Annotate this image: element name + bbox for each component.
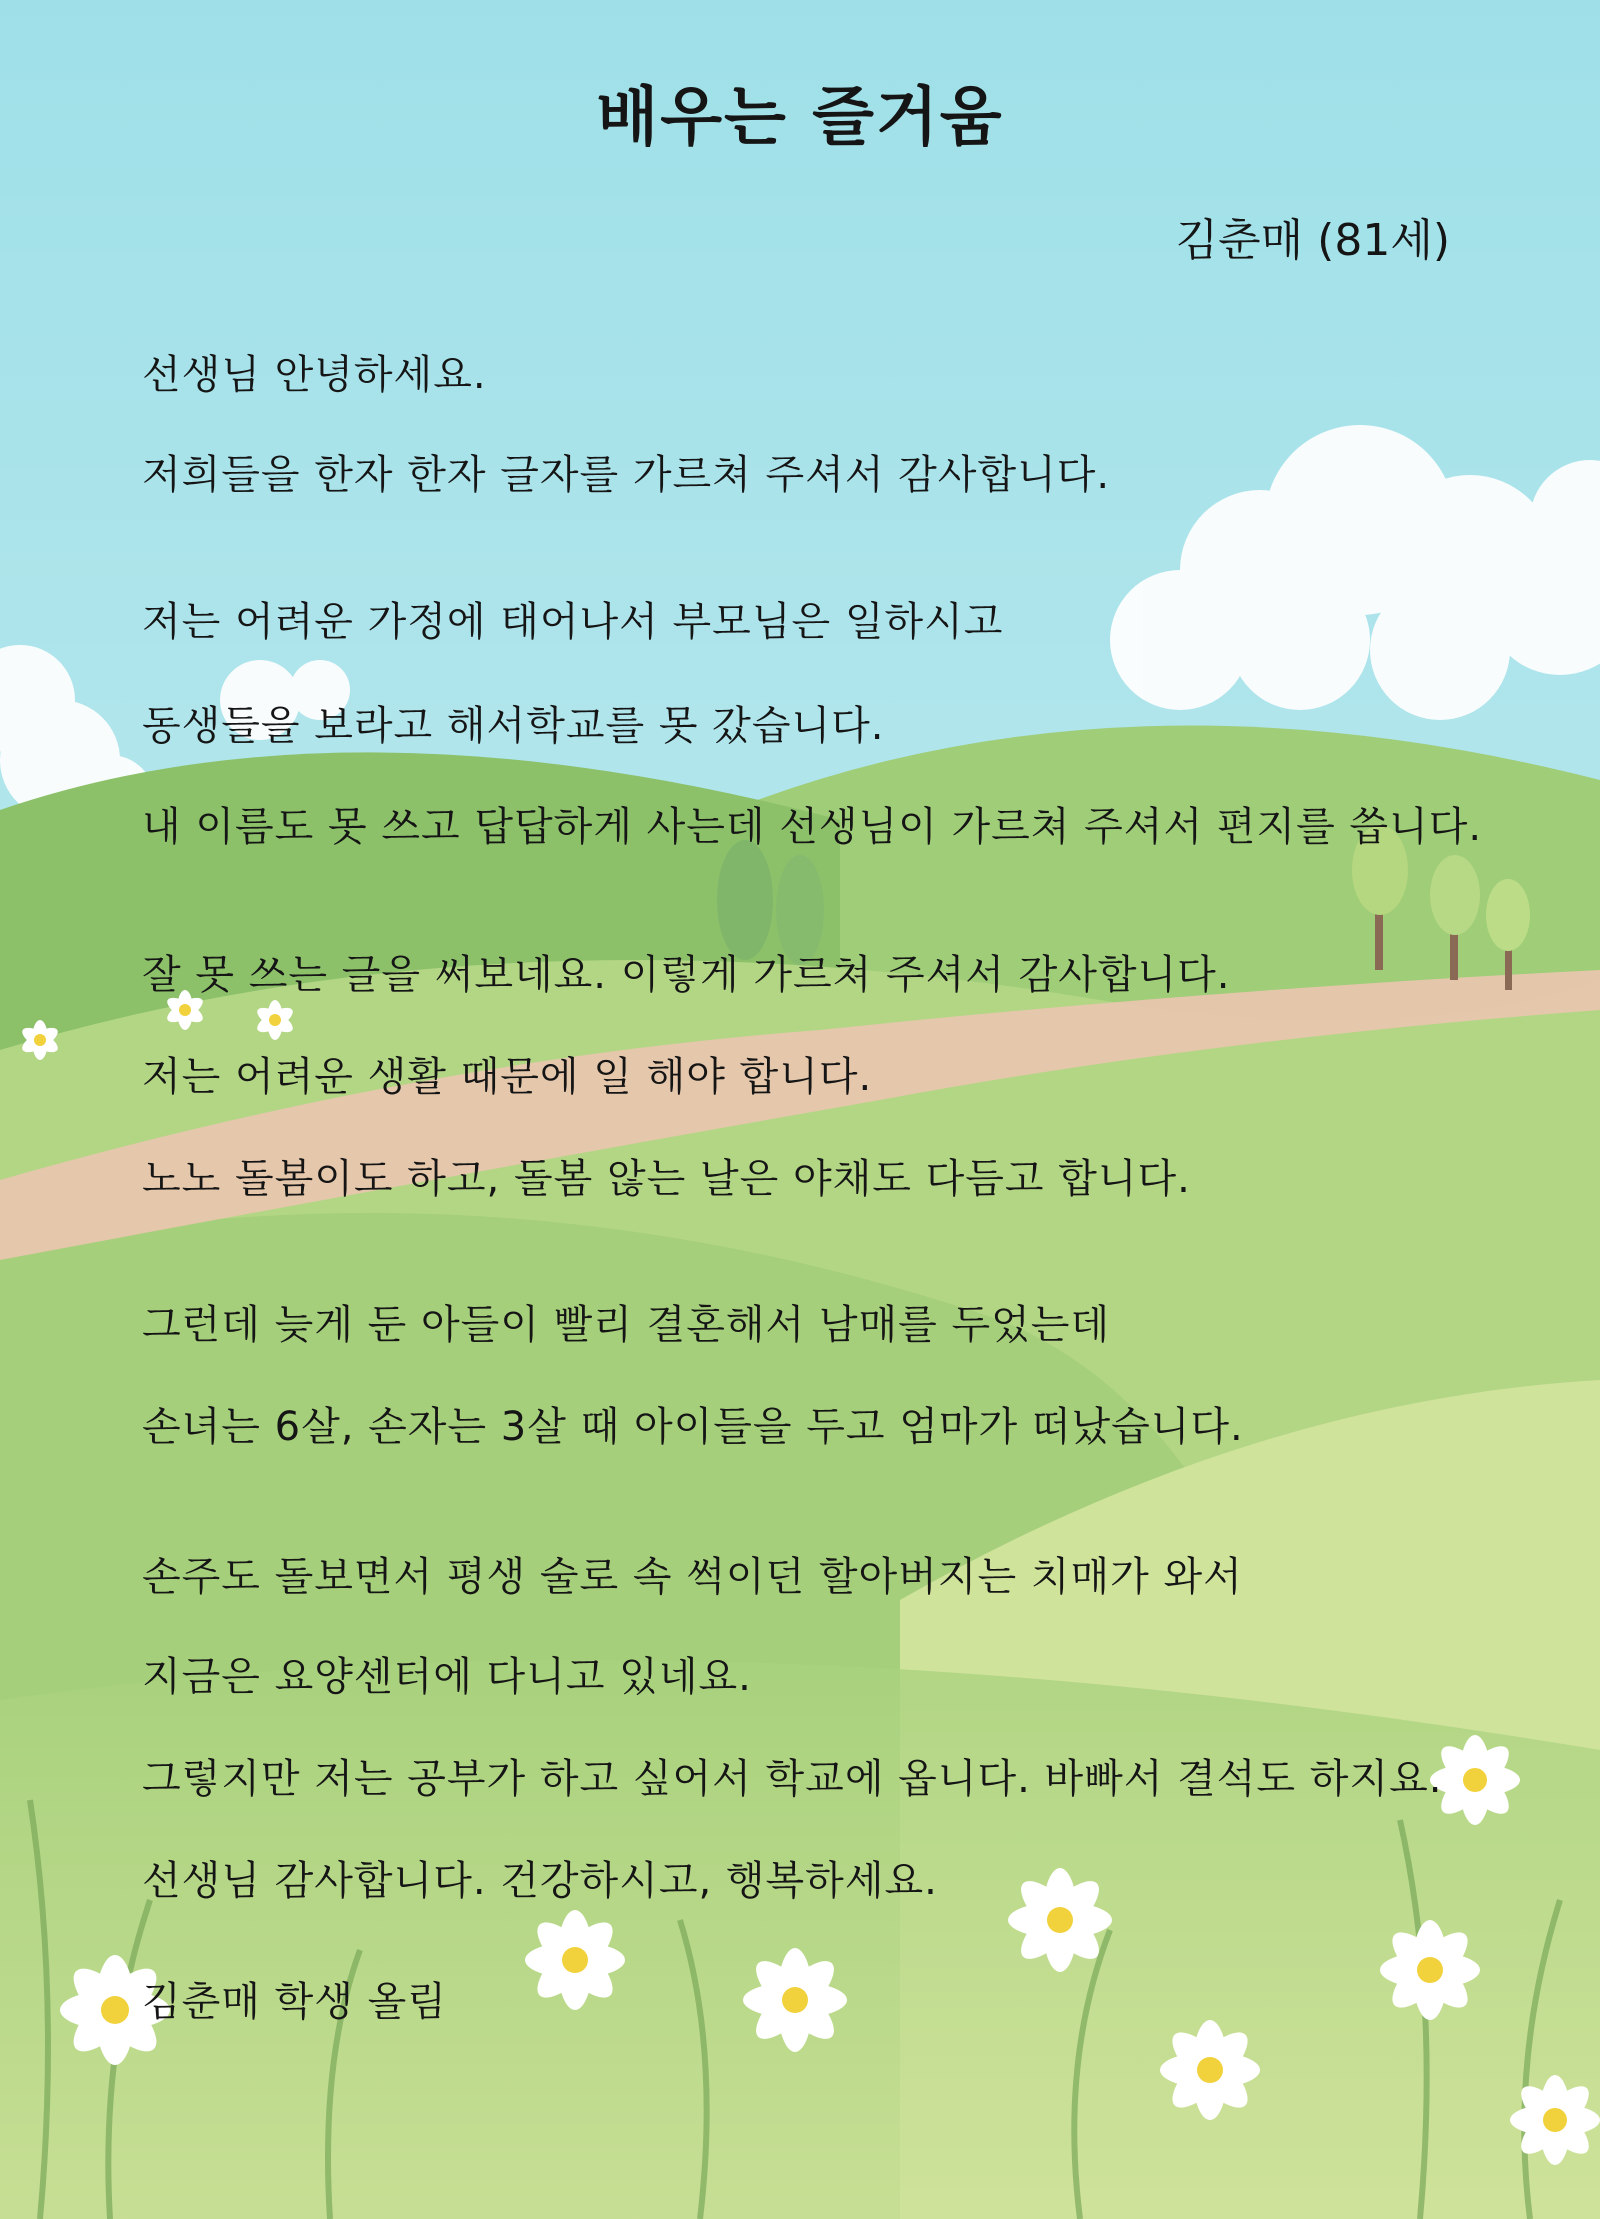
letter-line: 선생님 안녕하세요.	[142, 352, 487, 398]
letter-line: 지금은 요양센터에 다니고 있네요.	[142, 1654, 752, 1700]
letter-line: 그런데 늦게 둔 아들이 빨리 결혼해서 남매를 두었는데	[142, 1302, 1111, 1348]
letter-title: 배우는 즐거움	[596, 81, 1004, 155]
letter-line: 노노 돌봄이도 하고, 돌봄 않는 날은 야채도 다듬고 합니다.	[142, 1156, 1191, 1202]
author-byline: 김춘매 (81세)	[1175, 215, 1450, 266]
letter-line: 동생들을 보라고 해서학교를 못 갔습니다.	[142, 703, 885, 749]
signature-line: 김춘매 학생 올림	[142, 1979, 447, 2025]
letter-line: 손주도 돌보면서 평생 술로 속 썩이던 할아버지는 치매가 와서	[142, 1554, 1243, 1600]
letter-line: 저는 어려운 생활 때문에 일 해야 합니다.	[142, 1054, 873, 1100]
letter-line: 저희들을 한자 한자 글자를 가르쳐 주셔서 감사합니다.	[142, 452, 1111, 498]
letter-line: 저는 어려운 가정에 태어나서 부모님은 일하시고	[142, 599, 1004, 645]
letter-line: 선생님 감사합니다. 건강하시고, 행복하세요.	[142, 1858, 938, 1904]
letter-line: 손녀는 6살, 손자는 3살 때 아이들을 두고 엄마가 떠났습니다.	[142, 1404, 1244, 1450]
letter-line: 내 이름도 못 쓰고 답답하게 사는데 선생님이 가르쳐 주셔서 편지를 씁니다.	[142, 804, 1483, 850]
letter-line: 잘 못 쓰는 글을 써보네요. 이렇게 가르쳐 주셔서 감사합니다.	[142, 952, 1231, 998]
letter-line: 그렇지만 저는 공부가 하고 싶어서 학교에 옵니다. 바빠서 결석도 하지요.	[142, 1756, 1443, 1802]
